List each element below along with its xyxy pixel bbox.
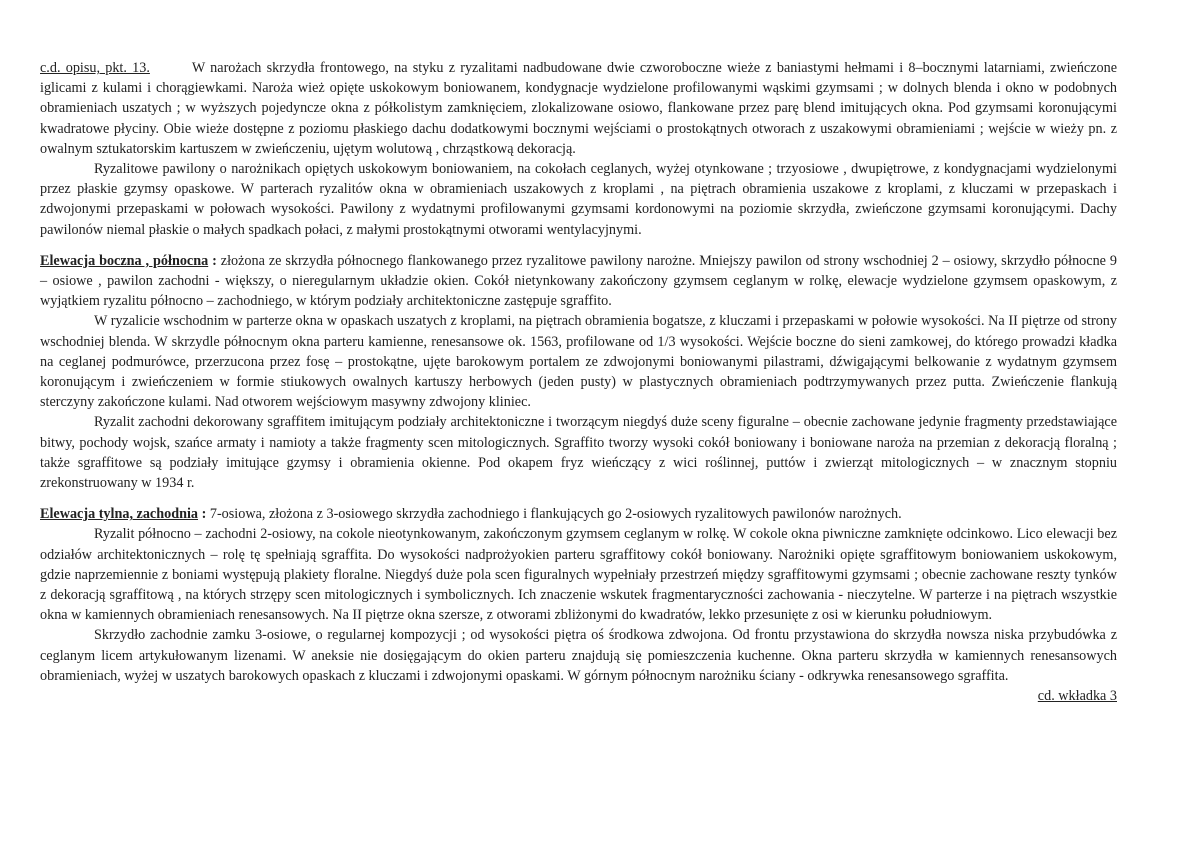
paragraph-pavilions: Ryzalitowe pawilony o narożnikach opiętych uskokowym boniowaniem, na cokołach ceglanych, wyżej otynkowane ; trzyosiowe , dwupiętrowe, z kondygnacjami wydzielonymi przez płaskie gzymsy opaskowe. W parterach ryzalitów okna w obramieniach uszakowych z kroplami , na piętrach obramienia uszakowe z kroplami, z kluczami w przepaskach i zdwojonymi przepaskami w połowach wysokości. Pawilony z wydatnymi profilowanymi gzymsami kordonowymi na poziomie skrzydła, zwieńczone gzymsami koronującymi. Dachy pawilonów niemal płaskie o małych spadkach połaci, z małymi prostokątnymi otworami wentylacyjnymi. [40, 161, 1117, 238]
paragraph-east-risalit: W ryzalicie wschodnim w parterze okna w opaskach uszatych z kroplami, na piętrach obramienia bogatsze, z kluczami i przepaskami w połowie wysokości. Na II piętrze od strony wschodniej blenda. W skrzydle północnym okna parteru kamienne, renesansowe ok. 1563, profilowane od 1/3 wysokości. Wejście boczne do sieni zamkowej, do którego prowadzi kładka na ceglanej podmurówce, przerzucona przez fosę – prostokątne, ujęte barokowym portalem ze zdwojonymi boniowanymi pilastrami, dźwigającymi belkowanie z wydatnym gzymsem koronującym i zwieńczeniem w formie stiukowych owalnych kartuszy herbowych (jeden pusty) w plastycznych obramieniach podtrzymywanych przez putta. Zwieńczenie flankują sterczyny zakończone kulami. Nad otworem wejściowym masywny zdwojony kliniec. [40, 313, 1117, 411]
section-heading-north: Elewacja boczna , północna [40, 252, 209, 269]
paragraph-towers-text: W narożach skrzydła frontowego, na styku z ryzalitami nadbudowane dwie czworoboczne wieże z baniastymi hełmami i 8–bocznymi latarniami, zwieńczone iglicami z kulami i chorągiewkami. Naroża wież opięte uskokowym boniowanem, kondygnacje wydzielone profilowanymi wąskimi gzymsami ; w dolnych blenda i okno w podobnych obramieniach uszatych ; w wyższych pojedyncze okna z półkolistym zamknięciem, zlokalizowane osiowo, flankowane przez parę blend imitujących okna. Pod gzymsami koronującymi kwadratowe płyciny. Obie wieże dostępne z poziomu płaskiego dachu dodatkowymi bocznymi wejściami o prostokątnych otworach z uszakowymi obramieniami ; wejście w wieży pn. z owalnym sztukatorskim kartuszem w zwieńczeniu, ujętym wolutową , chrząstkową dekoracją. [40, 60, 1118, 157]
section-north-elevation [40, 251, 1117, 312]
paragraph-west-risalit: Ryzalit zachodni dekorowany sgraffitem imitującym podziały architektoniczne i tworzącym niegdyś duże sceny figuralne – obecnie zachowane jedynie fragmenty przedstawiające bitwy, pochody wojsk, szańce armaty i namioty a także fragmenty scen mitologicznych. Sgraffito tworzy wysoki cokół boniowany i boniowane naroża na przemian z dekoracją floralną ; także sgraffitowe są podziały imitujące gzymsy i obramienia okienne. Pod okapem fryz wieńczący z wici roślinnej, puttów i zwierząt mitologicznych – w znacznym stopniu zrekonstruowany w 1934 r. [40, 414, 1117, 492]
section-north-text: złożona ze skrzydła północnego flankowanego przez ryzalitowe pawilony narożne. Mniejszy pawilon od strony wschodniej 2 – osiowy, skrzydło północne 9 – osiowe , pawilon zachodni - większy, o nieregularnym układzie okien. Cokół nietynkowany zakończony gzymsem ceglanym w rolkę, elewacje wydzielone gzymsem opaskowym, z wyjątkiem ryzalitu północno – zachodniego, w którym podziały architektoniczne zastępuje sgraffito. [40, 252, 1117, 310]
continuation-footer-reference: cd. wkładka 3 [1037, 688, 1117, 705]
heading-separator: : [208, 252, 221, 269]
paragraph-towers [40, 58, 1117, 159]
section-rear-text: 7-osiowa, złożona z 3-osiowego skrzydła zachodniego i flankujących go 2-osiowych ryzalitowych pawilonów narożnych. [209, 506, 902, 523]
paragraph-west-wing-text: Skrzydło zachodnie zamku 3-osiowe, o regularnej kompozycji ; od wysokości piętra oś środkowa zdwojona. Od frontu przystawiona do skrzydła nowsza niska przybudówka z ceglanym licem artykułowanym lizenami. W aneksie nie dosięgającym do okien parteru znajdują się pomieszczenia kuchenne. Okna parteru skrzydła w kamiennych renesansowych obramieniach, wyżej w uszatych barokowych opaskach z kluczami i zdwojonymi opaskami. W górnym północnym narożniku ściany - odkrywka renesansowego sgraffita. [40, 627, 1117, 684]
heading-separator: : [198, 506, 210, 523]
continuation-reference: c.d. opisu, pkt. 13. [40, 60, 150, 76]
section-rear-elevation [40, 504, 1117, 524]
paragraph-west-wing [40, 625, 1117, 705]
section-heading-rear: Elewacja tylna, zachodnia [40, 506, 199, 523]
paragraph-northwest-risalit: Ryzalit północno – zachodni 2-osiowy, na cokole nieotynkowanym, zakończonym gzymsem ceglanym w rolkę. W cokole okna piwniczne zamknięte odcinkowo. Lico elewacji bez odziałów architektonicznych – rolę tę spełniają sgraffita. Do wysokości nadprożyokien parteru sgraffitowy cokół boniowany. Narożniki opięte sgraffitowym boniowaniem uskokowym, gdzie naprzemiennie z boniami występują plakiety floralne. Niegdyś duże pola scen figuralnych wypełniały przestrzeń między sgraffitowymi gzymsami ; obecnie zachowane reszty tynków z dekoracją sgraffitową , na których strzępy scen mitologicznych i symbolicznych. Ich znaczenie wskutek fragmentaryczności zachowania - nieczytelne. W parterze i na piętrach wszystkie okna w kamiennych obramieniach renesansowych. Na II piętrze okna szersze, z otworami zbliżonymi do kwadratów, lekko przesunięte z osi w kierunku południowym. [40, 526, 1117, 624]
